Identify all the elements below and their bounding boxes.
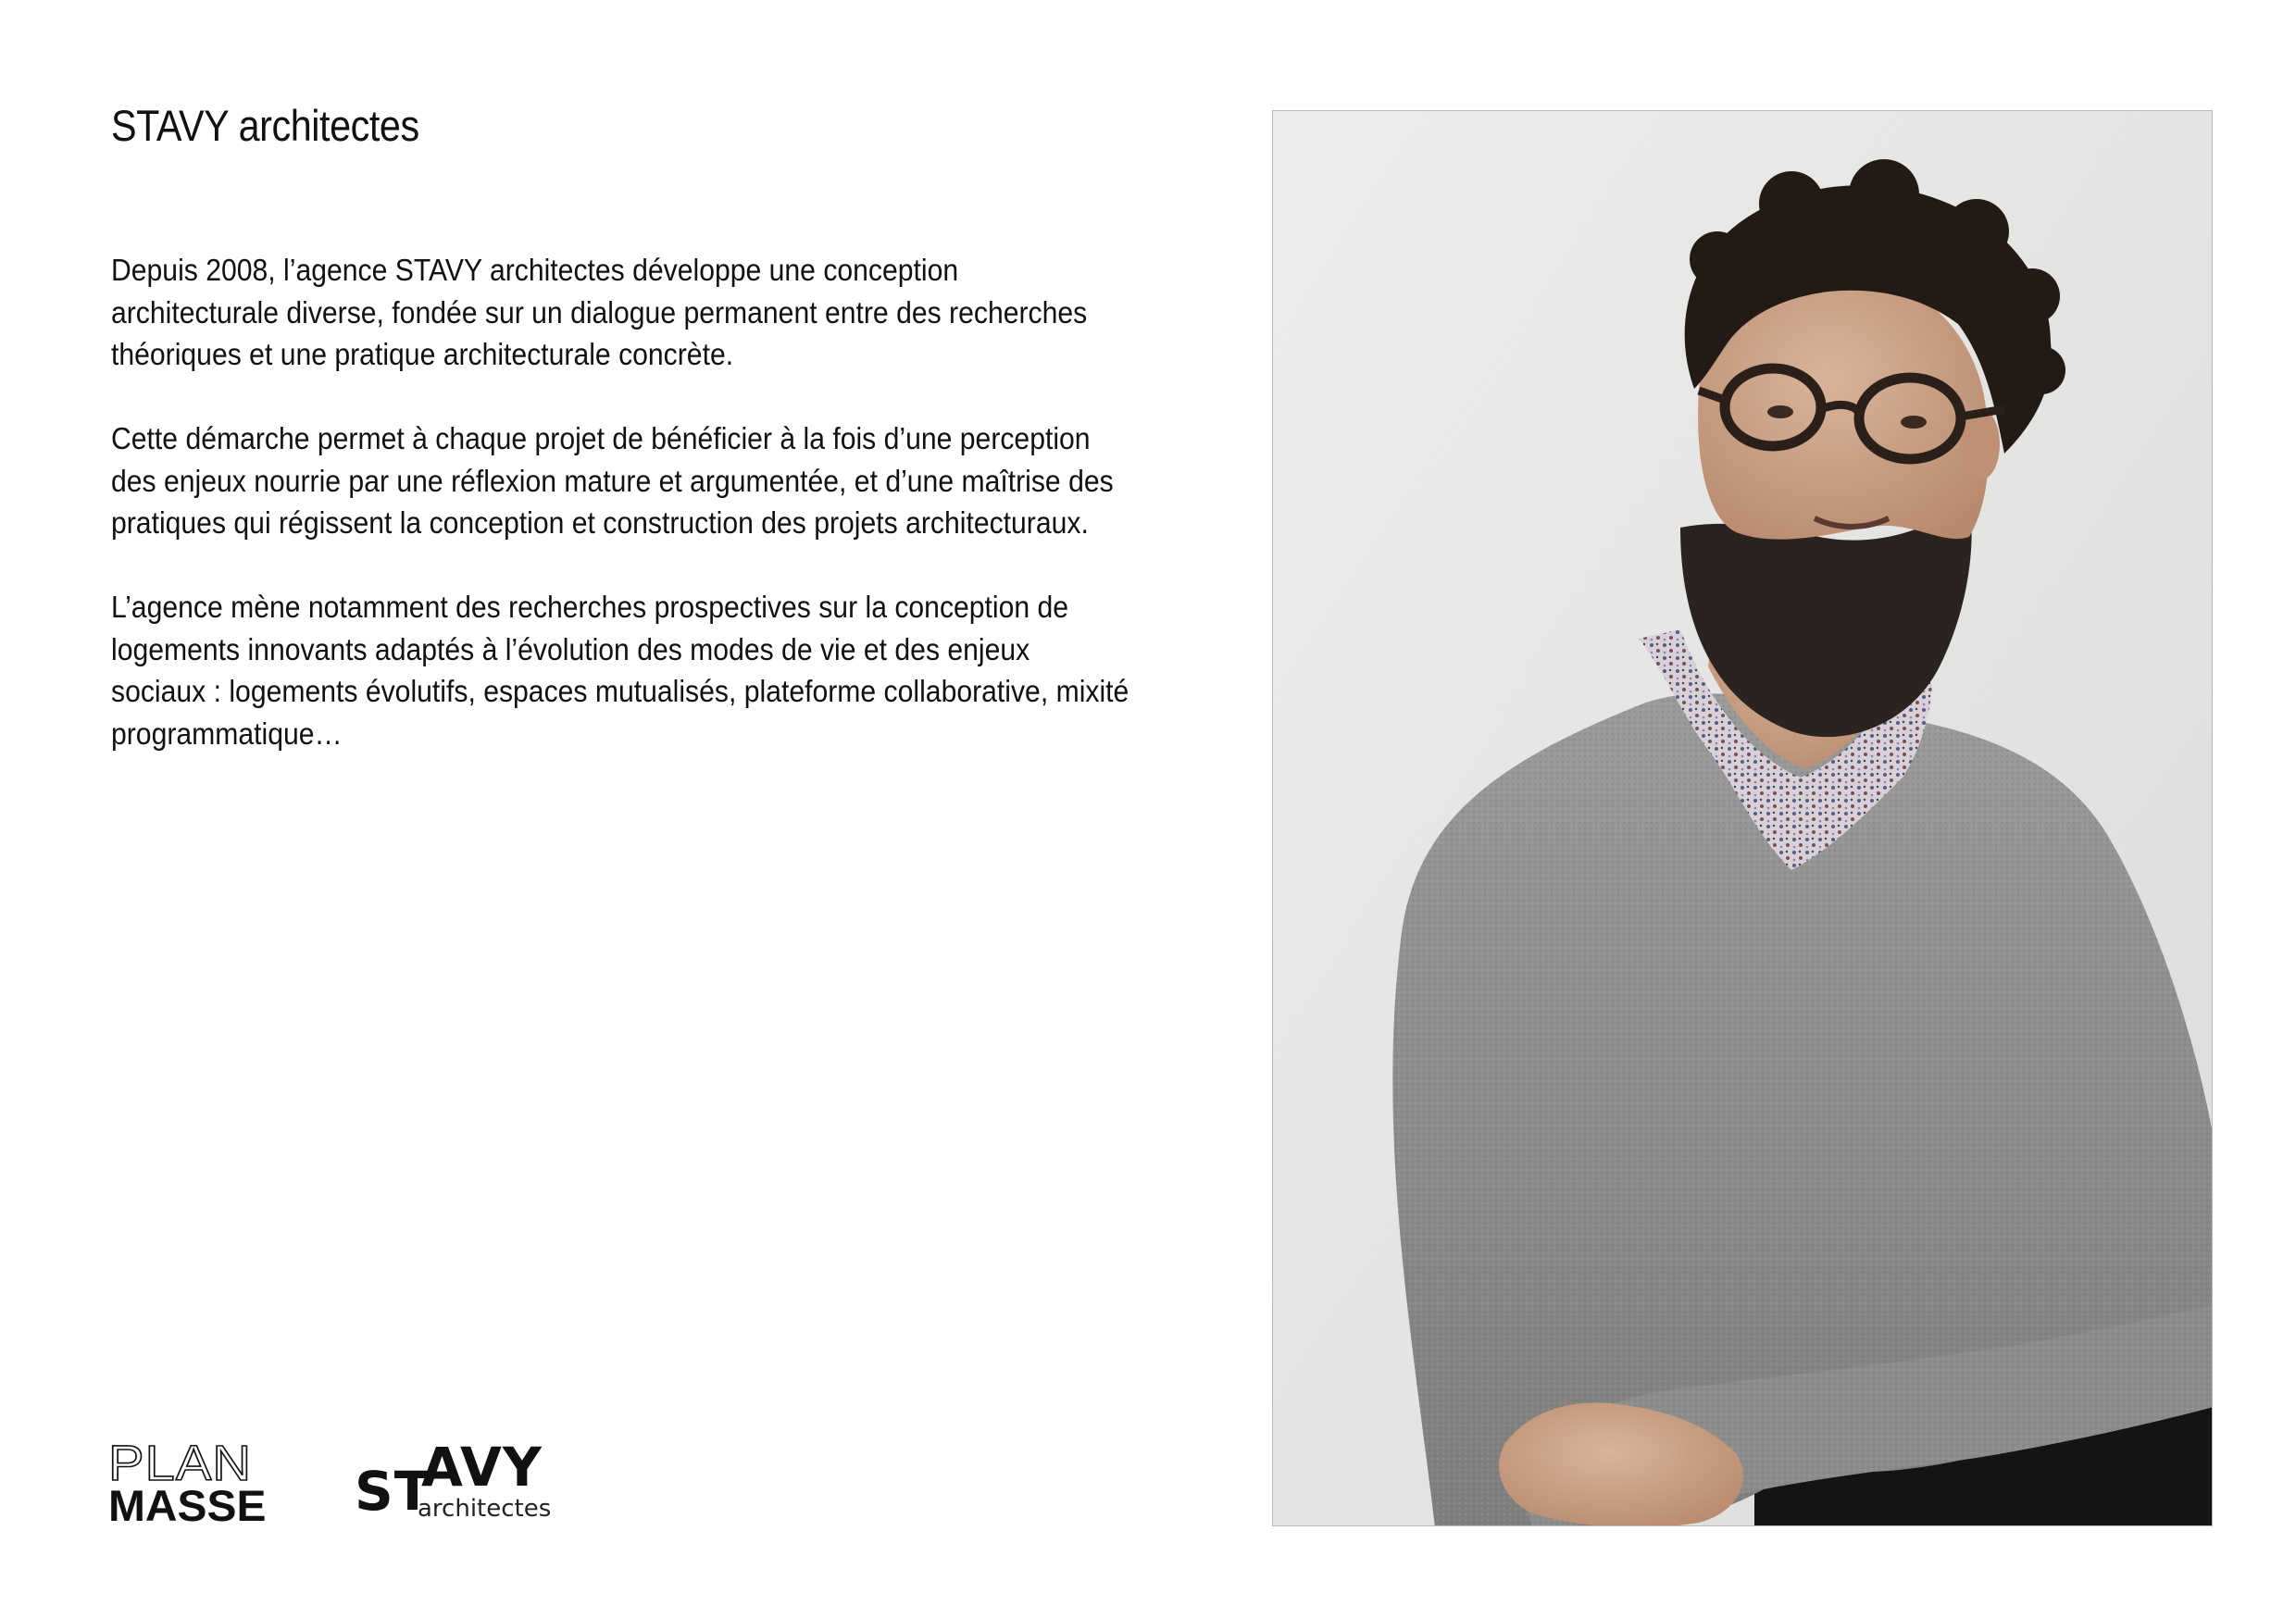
- paragraph-intro: Depuis 2008, l’agence STAVY architectes développe une conception architecturale diverse, fondée sur un dialogue permanent entre des recherches théoriques et une pratique architecturale concrète.: [111, 254, 1088, 372]
- paragraph-approach: Cette démarche permet à chaque projet de bénéficier à la fois d’une perception des enjeux nourrie par une réflexion mature et argumentée, et d’une maîtrise des pratiques qui régissent la conception et construction des projets architecturaux.: [111, 422, 1114, 541]
- stavy-architectes-logo: [355, 1436, 558, 1532]
- stavy-logo-avy: AVY: [421, 1436, 543, 1499]
- plan-masse-logo-masse: MASSE: [108, 1481, 267, 1530]
- page-title: STAVY architectes: [111, 101, 419, 150]
- stavy-logo-st: ST: [355, 1460, 432, 1523]
- portrait-photo: [1272, 110, 2213, 1526]
- body-text: [111, 250, 1169, 798]
- plan-masse-logo: [108, 1436, 275, 1530]
- plan-masse-logo-plan: PLAN: [108, 1436, 253, 1491]
- paragraph-research: L’agence mène notamment des recherches prospectives sur la conception de logements innovants adaptés à l’évolution des modes de vie et des enjeux sociaux : logements évolutifs, espaces mutualisés, plateforme collaborative, mixité programmatique…: [111, 591, 1129, 752]
- stavy-logo-subtitle: architectes: [418, 1495, 552, 1523]
